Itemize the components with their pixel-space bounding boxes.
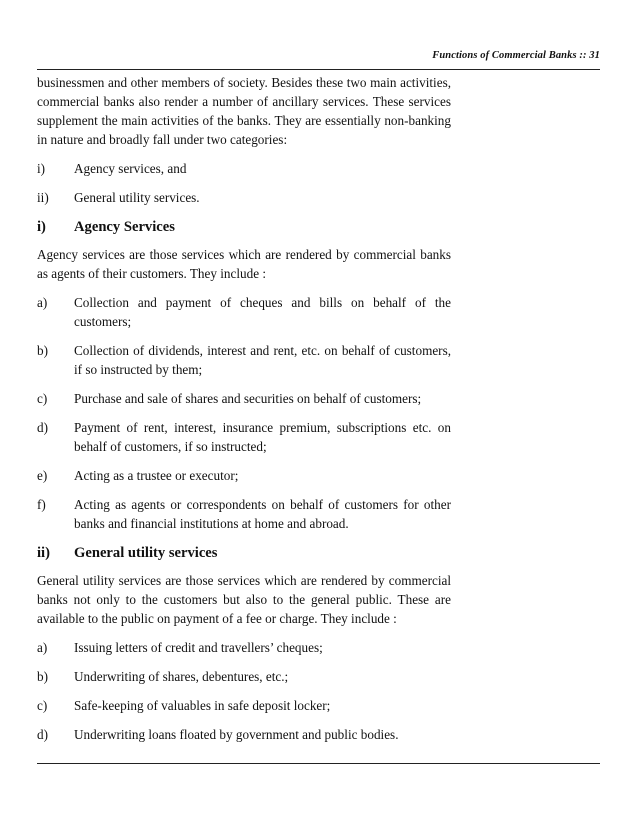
page-body: [37, 73, 451, 754]
running-header: Functions of Commercial Banks :: 31: [432, 50, 600, 61]
list-text: Acting as agents or correspondents on behalf of customers for other banks and financial institutions at home and abroad.: [74, 497, 451, 531]
section-title: Agency Services: [74, 219, 175, 235]
list-item: [37, 418, 451, 456]
list-item: [37, 495, 451, 533]
footer-rule: [37, 763, 600, 764]
list-marker: b): [37, 669, 48, 684]
list-marker: f): [37, 497, 46, 512]
list-marker: c): [37, 698, 48, 713]
section-marker: i): [37, 219, 46, 235]
list-item: [37, 696, 451, 715]
list-text: Payment of rent, interest, insurance premium, subscriptions etc. on behalf of customers, if so instructed;: [74, 420, 451, 454]
list-marker: b): [37, 343, 48, 358]
list-item: [37, 389, 451, 408]
list-text: General utility services.: [74, 190, 200, 205]
list-text: Underwriting of shares, debentures, etc.;: [74, 669, 289, 684]
list-marker: ii): [37, 190, 49, 205]
list-text: Issuing letters of credit and travellers’ cheques;: [74, 640, 323, 655]
list-item: [37, 638, 451, 657]
list-text: Acting as a trustee or executor;: [74, 468, 239, 483]
list-item: [37, 466, 451, 485]
list-text: Collection of dividends, interest and rent, etc. on behalf of customers, if so instructed by them;: [74, 343, 451, 377]
list-text: Agency services, and: [74, 161, 187, 176]
list-marker: i): [37, 161, 46, 176]
intro-paragraph: businessmen and other members of society. Besides these two main activities, commercial banks also render a number of ancillary services. These services supplement the main activities of the banks. They are essentially non-banking in nature and broadly fall under two categories:: [37, 75, 451, 147]
section-heading-agency: [37, 217, 451, 237]
list-marker: c): [37, 391, 48, 406]
list-marker: a): [37, 295, 48, 310]
header-rule: [37, 69, 600, 70]
list-item: [37, 188, 451, 207]
list-item: [37, 293, 451, 331]
list-text: Underwriting loans floated by government and public bodies.: [74, 727, 399, 742]
list-marker: e): [37, 468, 48, 483]
section-heading-utility: [37, 543, 451, 563]
section-marker: ii): [37, 545, 50, 561]
list-marker: a): [37, 640, 48, 655]
list-text: Safe-keeping of valuables in safe deposit locker;: [74, 698, 331, 713]
utility-intro: General utility services are those services which are rendered by commercial banks not only to the customers but also to the general public. These are available to the public on payment of a fee or charge. They include :: [37, 573, 451, 626]
list-item: [37, 159, 451, 178]
list-text: Collection and payment of cheques and bills on behalf of the customers;: [74, 295, 451, 329]
list-item: [37, 725, 451, 744]
list-marker: d): [37, 727, 48, 742]
section-title: General utility services: [74, 545, 218, 561]
agency-intro: Agency services are those services which are rendered by commercial banks as agents of their customers. They include :: [37, 247, 451, 281]
list-marker: d): [37, 420, 48, 435]
list-item: [37, 341, 451, 379]
list-item: [37, 667, 451, 686]
list-text: Purchase and sale of shares and securities on behalf of customers;: [74, 391, 422, 406]
